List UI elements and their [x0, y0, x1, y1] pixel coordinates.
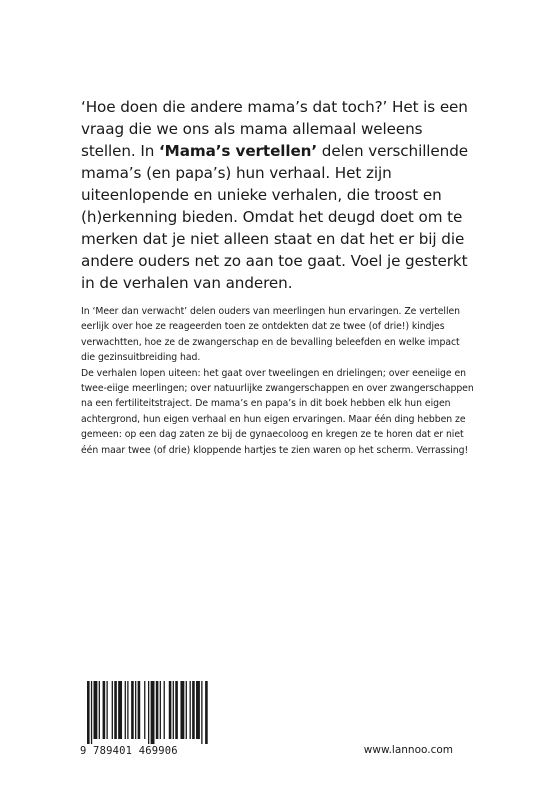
description-paragraph-1: In ‘Meer dan verwacht’ delen ouders van meerlingen hun ervaringen. Ze vertellen eerlijk over hoe ze reageerden toen ze ontdekten dat ze twee (of drie!) kindjes verwachtten, hoe ze de zwangerschap en de bevalling beleefden en welke impact die gezinsuitbreiding had. [81, 306, 460, 364]
barcode-bars-icon [87, 681, 209, 744]
intro-blurb [81, 96, 481, 294]
isbn-barcode [80, 681, 210, 759]
book-description [81, 304, 476, 458]
series-title: ‘Mama’s vertellen’ [159, 142, 318, 160]
description-paragraph-2: De verhalen lopen uiteen: het gaat over tweelingen en drielingen; over eeneiige en twee-eiige meerlingen; over natuurlijke zwangerschappen en over zwangerschappen na een fertiliteitstraject. De mama’s en papa’s in dit boek hebben elk hun eigen achtergrond, hun eigen verhaal en hun eigen ervaringen. Maar één ding hebben ze gemeen: op een dag zaten ze bij de gynaecoloog en kregen ze te horen dat er niet één maar twee (of drie) kloppende hartjes te zien waren op het scherm. Verrassing! [81, 367, 474, 456]
intro-text-part1: ‘Hoe doen die andere mama’s dat toch?’ Het is een vraag die we ons als mama allemaal weleens stellen. In [81, 98, 468, 160]
publisher-website: www.lannoo.com [363, 744, 453, 756]
intro-text-part2: delen verschillende mama’s (en papa’s) hun verhaal. Het zijn uiteenlopende en unieke verhalen, die troost en (h)erkenning bieden. Omdat het deugd doet om te merken dat je niet alleen staat en dat het er bij die andere ouders net zo aan toe gaat. Voel je gesterkt in de verhalen van anderen. [81, 142, 468, 292]
isbn-number: 9 789401 469906 [80, 745, 178, 757]
